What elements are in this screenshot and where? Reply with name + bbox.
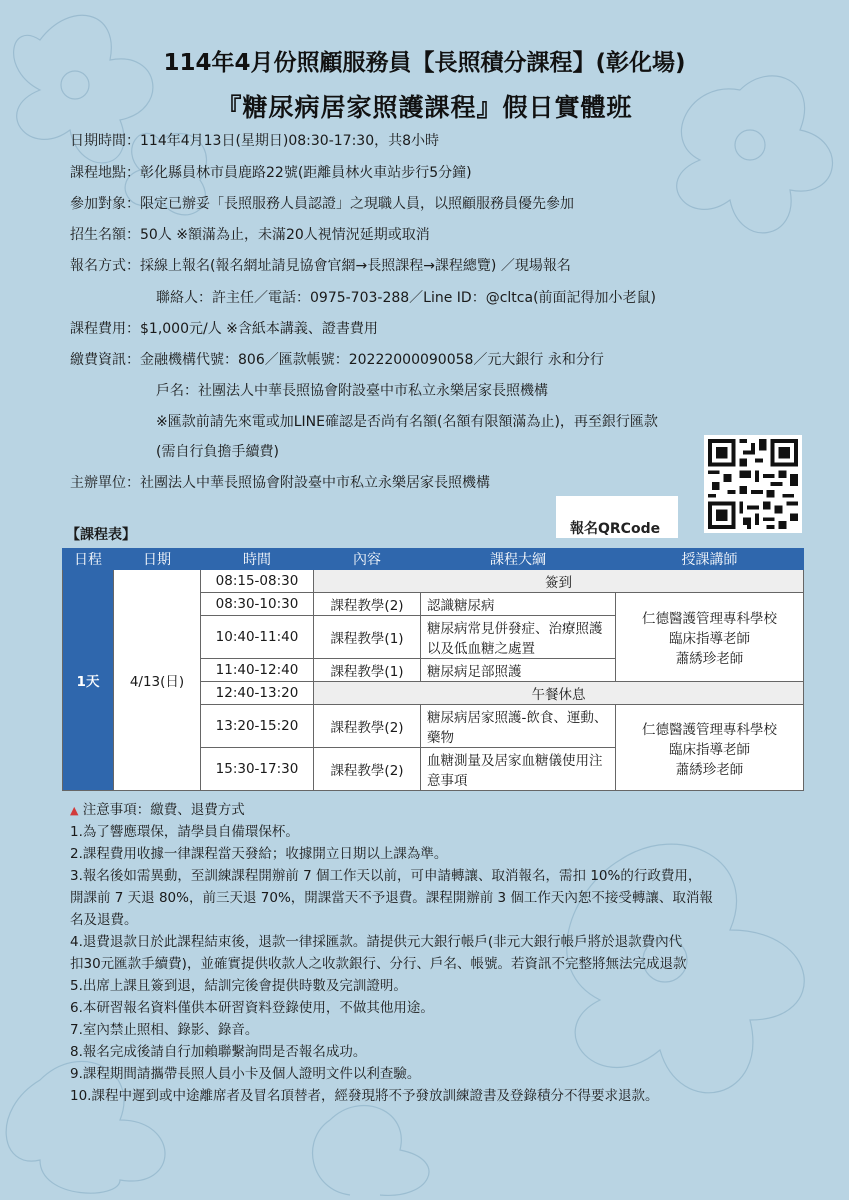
info-fee: 課程費用：$1,000元/人 ※含紙本講義、證書費用: [70, 321, 378, 337]
outline-cell: 糖尿病足部照護: [421, 659, 616, 682]
schedule-section-label: 【課程表】: [66, 527, 136, 543]
schedule-table: [62, 548, 804, 791]
info-organizer: 主辦單位：社團法人中華長照協會附設臺中市私立永樂居家長照機構: [70, 475, 490, 491]
instructor-pm-cell: [616, 705, 804, 791]
time-cell: 08:15-08:30: [201, 570, 314, 593]
day-cell: 1天: [63, 570, 114, 791]
header-date: 日期: [114, 549, 201, 570]
outline-cell: 糖尿病常見併發症、治療照護以及低血糖之處置: [421, 616, 616, 659]
time-cell: 12:40-13:20: [201, 682, 314, 705]
instructor-role: 臨床指導老師: [669, 741, 750, 758]
note-line: 10.課程中遲到或中途離席者及冒名頂替者，經發現將不予發放訓練證書及登錄積分不得要求退款。: [70, 1088, 659, 1104]
date-cell: 4/13(日): [114, 570, 201, 791]
note-line: 開課前 7 天退 80%，前三天退 70%，開課當天不予退費。課程開辦前 3 個工作天內恕不接受轉讓、取消報: [70, 890, 713, 906]
time-cell: 10:40-11:40: [201, 616, 314, 659]
content-cell: 課程教學(1): [314, 659, 421, 682]
content-cell: 課程教學(2): [314, 705, 421, 748]
header-content: 內容: [314, 549, 421, 570]
instructor-school: 仁德醫護管理專科學校: [642, 721, 777, 738]
header-day: 日程: [63, 549, 114, 570]
instructor-name: 蕭綉珍老師: [675, 761, 744, 778]
info-payment-note: ※匯款前請先來電或加LINE確認是否尚有名額(名額有限額滿為止)，再至銀行匯款: [156, 414, 658, 430]
table-row: [63, 570, 804, 593]
header-outline: 課程大綱: [421, 549, 616, 570]
lunch-cell: 午餐休息: [314, 682, 804, 705]
header-instructor: 授課講師: [616, 549, 804, 570]
note-line: 5.出席上課且簽到退，結訓完後會提供時數及完訓證明。: [70, 978, 407, 994]
note-line: 9.課程期間請攜帶長照人員小卡及個人證明文件以利查驗。: [70, 1066, 421, 1082]
time-cell: 15:30-17:30: [201, 748, 314, 791]
instructor-school: 仁德醫護管理專科學校: [642, 611, 777, 627]
info-contact: 聯絡人：許主任／電話：0975-703-288／Line ID：@cltca(前面記得加小老鼠): [156, 290, 656, 306]
note-line: 6.本研習報名資料僅供本研習資料登錄使用，不做其他用途。: [70, 1000, 434, 1016]
info-fee-note: (需自行負擔手續費): [156, 444, 279, 460]
content-cell: 課程教學(2): [314, 748, 421, 791]
page-subtitle: 『糖尿病居家照護課程』假日實體班: [216, 93, 633, 122]
note-line: 3.報名後如需異動，至訓練課程開辦前 7 個工作天以前，可申請轉讓、取消報名，需扣 10%的行政費用，: [70, 868, 702, 884]
note-line: 名及退費。: [70, 912, 138, 928]
time-cell: 08:30-10:30: [201, 593, 314, 616]
info-signup: 報名方式：採線上報名(報名網址請見協會官網→長照課程→課程總覽) ／現場報名: [70, 258, 571, 274]
content-cell: 課程教學(2): [314, 593, 421, 616]
content-cell: 課程教學(1): [314, 616, 421, 659]
header-time: 時間: [201, 549, 314, 570]
page-title: 114年4月份照顧服務員【長照積分課程】(彰化場): [163, 50, 686, 76]
note-line: 7.室內禁止照相、錄影、錄音。: [70, 1022, 259, 1038]
warning-triangle-icon: ▲: [70, 804, 79, 817]
qr-code[interactable]: [704, 435, 802, 533]
info-date: 日期時間：114年4月13日(星期日)08:30-17:30，共8小時: [70, 133, 440, 149]
info-account-name: 戶名：社團法人中華長照協會附設臺中市私立永樂居家長照機構: [156, 383, 548, 399]
note-line: 8.報名完成後請自行加賴聯繫詢問是否報名成功。: [70, 1044, 367, 1060]
instructor-role: 臨床指導老師: [669, 631, 750, 647]
outline-cell: 認識糖尿病: [421, 593, 616, 616]
time-cell: 13:20-15:20: [201, 705, 314, 748]
instructor-am-cell: [616, 593, 804, 682]
info-payment: 繳費資訊：金融機構代號：806／匯款帳號：20222000090058／元大銀行 永和分行: [70, 352, 604, 368]
outline-cell: 血糖測量及居家血糖儀使用注意事項: [421, 748, 616, 791]
qr-label: 報名QRCode: [570, 521, 661, 537]
info-quota: 招生名額：50人 ※額滿為止，未滿20人視情況延期或取消: [70, 227, 430, 243]
note-line: 2.課程費用收據一律課程當天發給；收據開立日期以上課為準。: [70, 846, 448, 862]
time-cell: 11:40-12:40: [201, 659, 314, 682]
instructor-name: 蕭綉珍老師: [675, 651, 744, 667]
notes-title: ▲ 注意事項：繳費、退費方式: [70, 802, 245, 818]
qr-code-icon: [704, 435, 802, 533]
info-audience: 參加對象：限定已辦妥「長照服務人員認證」之現職人員，以照顧服務員優先參加: [70, 196, 574, 212]
schedule-header-row: [63, 549, 804, 570]
checkin-cell: 簽到: [314, 570, 804, 593]
note-line: 4.退費退款日於此課程結束後，退款一律採匯款。請提供元大銀行帳戶(非元大銀行帳戶將於退款費內代: [70, 934, 683, 950]
note-line: 1.為了響應環保，請學員自備環保杯。: [70, 824, 299, 840]
info-location: 課程地點：彰化縣員林市員鹿路22號(距離員林火車站步行5分鐘): [70, 165, 472, 181]
note-line: 扣30元匯款手續費)，並確實提供收款人之收款銀行、分行、戶名、帳號。若資訊不完整將無法完成退款: [70, 956, 687, 972]
outline-cell: 糖尿病居家照護-飲食、運動、藥物: [421, 705, 616, 748]
